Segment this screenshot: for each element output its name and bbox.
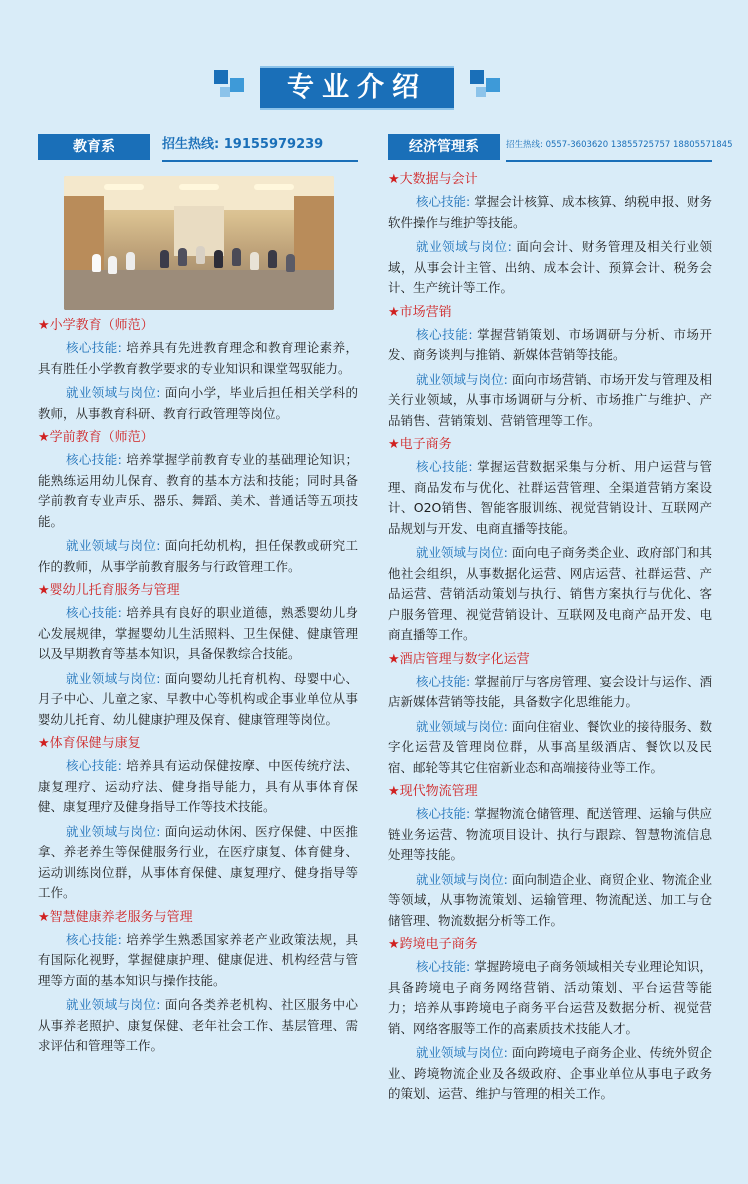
employment-text: 面向电子商务类企业、政府部门和其他社会组织，从事数据化运营、网店运营、社群运营、产品运营、营销活动策划与执行、销售方案执行与优化、客户服务管理、视觉营销设计、互联网及电商产品开发、电商直播等工作。 — [388, 545, 712, 642]
star-icon: ★ — [38, 430, 50, 445]
program-name: 大数据与会计 — [399, 172, 478, 187]
program-name: 酒店管理与数字化运营 — [399, 651, 530, 667]
program-name: 跨境电子商务 — [399, 937, 478, 952]
core-skills-paragraph — [38, 603, 358, 665]
employment-label: 就业领域与岗位: — [66, 997, 161, 1012]
employment-text: 面向托幼机构，担任保教或研究工作的教师，从事学前教育服务与行政管理工作。 — [38, 538, 358, 574]
admission-hotline: 招生热线: 0557-3603620 13855725757 18805571845 — [506, 134, 712, 162]
core-skills-paragraph — [388, 804, 712, 866]
program-name: 体育保健与康复 — [49, 736, 141, 751]
classroom-photo — [64, 176, 334, 310]
employment-text: 面向住宿业、餐饮业的接待服务、数字化运营及管理岗位群，从事高星级酒店、餐饮以及民宿、邮轮等其它住宿新业态和高端接待业等工作。 — [388, 718, 712, 775]
employment-paragraph — [38, 822, 358, 904]
core-skills-text: 培养具有运动保健按摩、中医传统疗法、康复理疗、运动疗法、健身指导能力，具有从事体育保健、康复理疗及健身指导工作等技术技能。 — [38, 758, 358, 814]
program-name: 婴幼儿托育服务与管理 — [49, 583, 180, 598]
employment-text: 面向运动休闲、医疗保健、中医推拿、养老养生等保健服务行业，在医疗康复、体育健身、运动训练岗位群，从事体育保健、康复理疗、健身指导等工作。 — [38, 823, 358, 900]
star-icon: ★ — [388, 304, 400, 320]
star-icon: ★ — [388, 437, 400, 452]
employment-paragraph — [388, 543, 712, 646]
department-header — [388, 134, 733, 160]
employment-text: 面向各类养老机构、社区服务中心从事养老照护、康复保健、老年社会工作、基层管理、需求评估和管理等工作。 — [38, 997, 358, 1053]
employment-label: 就业领域与岗位: — [416, 871, 508, 887]
employment-paragraph — [388, 370, 712, 432]
admission-hotline: 招生热线: 19155979239 — [162, 134, 358, 162]
core-skills-text: 培养学生熟悉国家养老产业政策法规，具有国际化视野，掌握健康护理、健康促进、机构经营与管理等方面的基本知识与操作技能。 — [38, 931, 358, 988]
department-name: 经济管理系 — [388, 134, 500, 160]
core-skills-label: 核心技能: — [416, 806, 471, 821]
employment-paragraph — [388, 870, 712, 932]
program-title — [38, 316, 358, 336]
program-title — [388, 935, 712, 955]
department-header — [38, 134, 358, 160]
program-name: 学前教育（师范） — [49, 430, 154, 445]
program-name: 现代物流管理 — [399, 784, 478, 799]
employment-text: 面向婴幼儿托育机构、母婴中心、月子中心、儿童之家、早教中心等机构或企事业单位从事婴幼儿托育、幼儿健康护理及保育、健康管理等岗位。 — [38, 670, 358, 727]
core-skills-label: 核心技能: — [416, 326, 473, 342]
program-name: 电子商务 — [399, 437, 452, 452]
employment-label: 就业领域与岗位: — [416, 239, 512, 254]
employment-label: 就业领域与岗位: — [416, 1045, 508, 1060]
core-skills-paragraph — [388, 457, 712, 539]
employment-label: 就业领域与岗位: — [66, 538, 161, 553]
page-header — [0, 66, 748, 110]
core-skills-paragraph — [38, 450, 358, 532]
star-icon: ★ — [388, 784, 400, 799]
education-department-column — [38, 134, 358, 1061]
program-title — [388, 650, 712, 670]
employment-label: 就业领域与岗位: — [66, 823, 161, 839]
core-skills-paragraph — [388, 957, 712, 1039]
core-skills-label: 核心技能: — [66, 340, 122, 355]
employment-text: 面向会计、财务管理及相关行业领域，从事会计主管、出纳、成本会计、预算会计、税务会计、生产统计等工作。 — [388, 239, 712, 295]
employment-label: 就业领域与岗位: — [66, 385, 161, 400]
employment-text: 面向市场营销、市场开发与管理及相关行业领域，从事市场调研与分析、市场推广与维护、产品销售、营销策划、营销管理等工作。 — [388, 371, 712, 428]
core-skills-text: 掌握会计核算、成本核算、纳税申报、财务软件操作与维护等技能。 — [388, 194, 712, 230]
employment-label: 就业领域与岗位: — [416, 718, 508, 734]
core-skills-text: 培养掌握学前教育专业的基础理论知识；能熟练运用幼儿保育、教育的基本方法和技能；同时具备学前教育专业声乐、器乐、舞蹈、美术、普通话等五项技能。 — [38, 452, 358, 529]
program-title — [38, 908, 358, 928]
program-title — [388, 782, 712, 802]
core-skills-paragraph — [388, 672, 712, 713]
program-title — [388, 435, 712, 455]
core-skills-label: 核心技能: — [416, 673, 471, 689]
core-skills-text: 掌握运营数据采集与分析、用户运营与管理、商品发布与优化、社群运营管理、全渠道营销方案设计、O2O销售、智能客服训练、视觉营销设计、互联网产品规划与开发、电商直播等技能。 — [388, 459, 712, 536]
core-skills-text: 掌握营销策划、市场调研与分析、市场开发、商务谈判与推销、新媒体营销等技能。 — [388, 326, 712, 362]
program-name: 市场营销 — [399, 304, 452, 320]
program-name: 智慧健康养老服务与管理 — [49, 909, 193, 925]
core-skills-paragraph — [38, 756, 358, 818]
program-title — [388, 170, 712, 190]
employment-paragraph — [38, 383, 358, 424]
employment-label: 就业领域与岗位: — [66, 670, 161, 686]
core-skills-label: 核心技能: — [416, 459, 473, 474]
core-skills-label: 核心技能: — [66, 452, 122, 467]
employment-text: 面向跨境电子商务企业、传统外贸企业、跨境物流企业及各级政府、企事业单位从事电子政务的策划、运营、维护与管理的相关工作。 — [388, 1045, 712, 1101]
core-skills-label: 核心技能: — [416, 194, 471, 209]
program-title — [38, 581, 358, 601]
core-skills-text: 培养具有良好的职业道德，熟悉婴幼儿身心发展规律，掌握婴幼儿生活照料、卫生保健、健康管理以及早期教育等基本知识，具备保教综合技能。 — [38, 605, 358, 661]
program-title — [38, 428, 358, 448]
employment-text: 面向小学，毕业后担任相关学科的教师，从事教育科研、教育行政管理等岗位。 — [38, 385, 358, 421]
core-skills-paragraph — [38, 930, 358, 992]
star-icon: ★ — [38, 318, 50, 333]
decorative-squares-icon — [470, 70, 502, 102]
core-skills-paragraph — [38, 338, 358, 379]
employment-paragraph — [388, 237, 712, 299]
core-skills-text: 掌握前厅与客房管理、宴会设计与运作、酒店新媒体营销等技能，具备数字化思维能力。 — [388, 673, 712, 709]
employment-text: 面向制造企业、商贸企业、物流企业等领域，从事物流策划、运输管理、物流配送、加工与仓储管理、物流数据分析等工作。 — [388, 871, 712, 928]
employment-paragraph — [388, 1043, 712, 1105]
department-name: 教育系 — [38, 134, 150, 160]
star-icon: ★ — [388, 651, 400, 667]
core-skills-label: 核心技能: — [416, 959, 471, 974]
core-skills-text: 掌握物流仓储管理、配送管理、运输与供应链业务运营、物流项目设计、执行与跟踪、智慧物流信息处理等技能。 — [388, 806, 712, 862]
core-skills-label: 核心技能: — [66, 758, 122, 773]
employment-paragraph — [38, 536, 358, 577]
star-icon: ★ — [38, 736, 50, 751]
core-skills-label: 核心技能: — [66, 931, 122, 947]
employment-paragraph — [38, 995, 358, 1057]
employment-label: 就业领域与岗位: — [416, 545, 508, 560]
star-icon: ★ — [38, 583, 50, 598]
program-title — [388, 303, 712, 323]
economics-management-department-column — [388, 134, 733, 1109]
core-skills-paragraph — [388, 192, 712, 233]
program-list — [38, 316, 358, 1057]
program-list — [388, 170, 712, 1105]
star-icon: ★ — [388, 172, 400, 187]
core-skills-paragraph — [388, 325, 712, 366]
core-skills-text: 掌握跨境电子商务领域相关专业理论知识，具备跨境电子商务网络营销、活动策划、平台运营等能力；培养从事跨境电子商务平台运营及数据分析、视觉营销、网络客服等工作的高素质技术技能人才。 — [388, 959, 712, 1036]
program-name: 小学教育（师范） — [49, 318, 154, 333]
core-skills-label: 核心技能: — [66, 605, 122, 620]
star-icon: ★ — [38, 909, 50, 925]
employment-label: 就业领域与岗位: — [416, 371, 508, 387]
star-icon: ★ — [388, 937, 400, 952]
core-skills-text: 培养具有先进教育理念和教育理论素养，具有胜任小学教育教学要求的专业知识和课堂驾驭能力。 — [38, 340, 358, 376]
employment-paragraph — [388, 717, 712, 779]
program-title — [38, 734, 358, 754]
decorative-squares-icon — [214, 70, 246, 102]
page-title: 专业介绍 — [260, 66, 454, 110]
employment-paragraph — [38, 669, 358, 731]
